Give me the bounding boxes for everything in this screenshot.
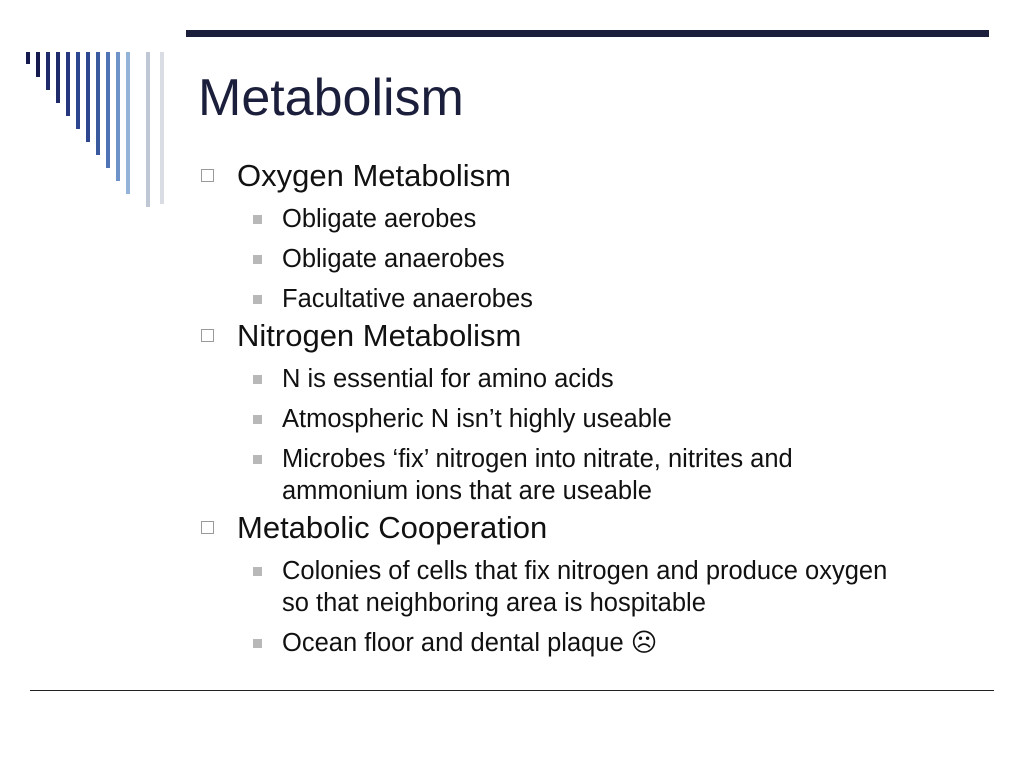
slide-title: Metabolism — [198, 69, 464, 127]
list-item-text: Microbes ‘fix’ nitrogen into nitrate, nitrites and ammonium ions that are useable — [282, 445, 793, 505]
stripe-2 — [36, 52, 40, 77]
stripe-6 — [76, 52, 80, 129]
section-heading — [198, 509, 918, 547]
square-bullet-icon — [253, 375, 262, 384]
square-bullet-icon — [253, 255, 262, 264]
section-heading — [198, 157, 918, 195]
list-item — [282, 363, 902, 395]
stripe-10 — [116, 52, 120, 181]
list-item-text: Facultative anaerobes — [282, 285, 533, 313]
section-nitrogen — [198, 317, 918, 507]
stripe-13 — [160, 52, 164, 204]
square-bullet-icon — [253, 455, 262, 464]
square-bullet-icon — [253, 215, 262, 224]
stripe-5 — [66, 52, 70, 116]
decorative-stripes — [0, 0, 180, 220]
stripe-3 — [46, 52, 50, 90]
stripe-1 — [26, 52, 30, 64]
square-bullet-icon — [253, 295, 262, 304]
section-heading-text: Metabolic Cooperation — [237, 510, 548, 545]
section-heading-text: Nitrogen Metabolism — [237, 318, 522, 353]
stripe-9 — [106, 52, 110, 168]
list-item — [282, 627, 902, 659]
top-rule — [186, 30, 989, 37]
list-item-text: Obligate anaerobes — [282, 245, 505, 273]
hollow-square-bullet-icon — [201, 329, 214, 342]
stripe-11 — [126, 52, 130, 194]
section-heading-text: Oxygen Metabolism — [237, 158, 511, 193]
square-bullet-icon — [253, 639, 262, 648]
list-item-text: Atmospheric N isn’t highly useable — [282, 405, 672, 433]
stripe-4 — [56, 52, 60, 103]
slide-content — [198, 157, 918, 661]
stripe-12 — [146, 52, 150, 207]
square-bullet-icon — [253, 567, 262, 576]
hollow-square-bullet-icon — [201, 521, 214, 534]
stripe-7 — [86, 52, 90, 142]
stripe-8 — [96, 52, 100, 155]
list-item — [282, 403, 902, 435]
square-bullet-icon — [253, 415, 262, 424]
list-item-text: N is essential for amino acids — [282, 365, 614, 393]
list-item-text: Ocean floor and dental plaque ☹ — [282, 629, 658, 657]
bottom-rule — [30, 690, 994, 691]
hollow-square-bullet-icon — [201, 169, 214, 182]
list-item — [282, 283, 902, 315]
list-item-text: Obligate aerobes — [282, 205, 477, 233]
list-item — [282, 243, 902, 275]
list-item-text: Colonies of cells that fix nitrogen and produce oxygen so that neighboring area is hospitable — [282, 557, 888, 617]
section-heading — [198, 317, 918, 355]
section-oxygen — [198, 157, 918, 315]
section-cooperation — [198, 509, 918, 659]
list-item — [282, 203, 902, 235]
list-item — [282, 555, 902, 619]
list-item — [282, 443, 902, 507]
